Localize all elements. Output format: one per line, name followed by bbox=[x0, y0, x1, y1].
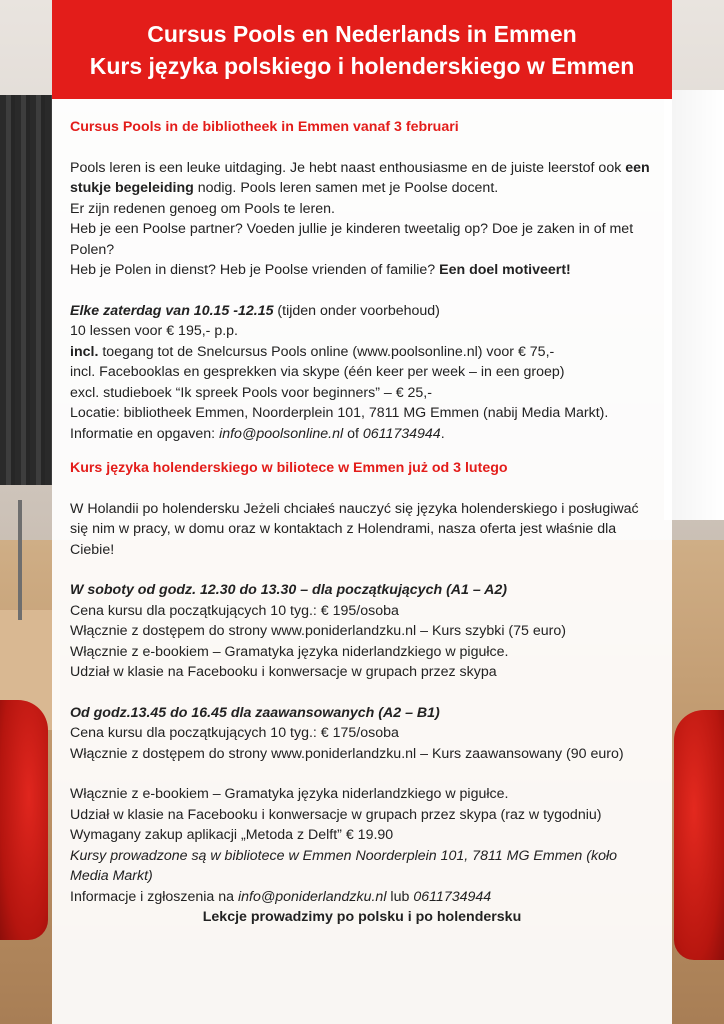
dutch-lessons-price: 10 lessen voor € 195,- p.p. bbox=[70, 323, 238, 339]
dutch-section-heading: Cursus Pools in de bibliotheek in Emmen vanaf 3 februari bbox=[70, 119, 459, 135]
dutch-schedule: Elke zaterdag van 10.15 -12.15 (tijden onder voorbehoud) bbox=[70, 302, 440, 319]
polish-info: Informacje i zgłoszenia na info@poniderlandzku.nl lub 0611734944 bbox=[70, 888, 492, 905]
dutch-question-2: Heb je Polen in dienst? Heb je Poolse vrienden of familie? Een doel motiveert! bbox=[70, 262, 571, 278]
polish-intro: W Holandii po holendersku Jeżeli chciałeś nauczyć się języka holenderskiego i posługiwać się nim w pracy, w domu oraz w kontaktach z Holendrami, nasza oferta jest właśnie dla Ciebie! bbox=[70, 500, 639, 558]
polish-info-phone: 0611734944 bbox=[413, 888, 492, 905]
polish-app: Wymagany zakup aplikacji „Metoda z Delft” € 19.90 bbox=[70, 827, 394, 843]
dutch-reasons: Er zijn redenen genoeg om Pools te leren. bbox=[70, 200, 335, 217]
title-polish: Kurs języka polskiego i holenderskiego w Emmen bbox=[89, 52, 635, 79]
dutch-schedule-time: Elke zaterdag van 10.15 -12.15 bbox=[70, 302, 274, 319]
polish-location: Kursy prowadzone są w bibliotece w Emmen Noorderplein 101, 7811 MG Emmen (koło Media Markt) bbox=[70, 847, 618, 884]
polish-closing: Lekcje prowadzimy po polsku i po holendersku bbox=[202, 909, 522, 925]
polish-beginners-ebook: Włącznie z e-bookiem – Gramatyka języka niderlandzkiego w pigułce. bbox=[70, 643, 509, 660]
content-panel bbox=[52, 99, 672, 1024]
dutch-location: Locatie: bibliotheek Emmen, Noorderplein 101, 7811 MG Emmen (nabij Media Markt). bbox=[70, 405, 609, 421]
background-chair-leg bbox=[18, 500, 22, 620]
dutch-incl-online: incl. toegang tot de Snelcursus Pools online (www.poolsonline.nl) voor € 75,- bbox=[70, 343, 555, 360]
title-dutch: Cursus Pools en Nederlands in Emmen bbox=[147, 20, 577, 47]
polish-advanced-title: Od godz.13.45 do 16.45 dla zaawansowanych (A2 – B1) bbox=[70, 704, 440, 721]
background-window bbox=[664, 90, 724, 520]
dutch-excl-book: excl. studieboek “Ik spreek Pools voor beginners” – € 25,- bbox=[70, 384, 432, 401]
polish-info-email[interactable]: info@poniderlandzku.nl bbox=[237, 888, 387, 905]
title-banner bbox=[52, 0, 672, 99]
background-red-chair-left bbox=[0, 700, 48, 940]
polish-section-heading: Kurs języka holenderskiego w biliotece w Emmen już od 3 lutego bbox=[70, 460, 508, 476]
polish-advanced-site: Włącznie z dostępem do strony www.poniderlandzku.nl – Kurs zaawansowany (90 euro) bbox=[70, 745, 624, 762]
polish-beginners-facebook: Udział w klasie na Facebooku i konwersacje w grupach przez skypa bbox=[70, 664, 497, 680]
polish-beginners-site: Włącznie z dostępem do strony www.poniderlandzku.nl – Kurs szybki (75 euro) bbox=[70, 623, 567, 639]
polish-beginners-title: W soboty od godz. 12.30 do 13.30 – dla początkujących (A1 – A2) bbox=[70, 582, 508, 598]
dutch-intro: Pools leren is een leuke uitdaging. Je hebt naast enthousiasme en de juiste leerstof ook een stukje begeleiding nodig. Pools leren samen met je Poolse docent. bbox=[70, 159, 650, 196]
polish-advanced-facebook: Udział w klasie na Facebooku i konwersacje w grupach przez skypa (raz w tygodniu) bbox=[70, 806, 602, 823]
polish-beginners-price: Cena kursu dla początkujących 10 tyg.: € 195/osoba bbox=[70, 602, 399, 619]
dutch-question-1: Heb je een Poolse partner? Voeden jullie je kinderen tweetalig op? Doe je zaken in of met Polen? bbox=[70, 221, 634, 258]
dutch-info-phone: 0611734944 bbox=[362, 425, 441, 442]
background-curtain bbox=[0, 95, 52, 485]
polish-advanced-price: Cena kursu dla początkujących 10 tyg.: € 175/osoba bbox=[70, 725, 399, 741]
dutch-intro-bold: een stukje begeleiding bbox=[70, 159, 650, 196]
dutch-info-email[interactable]: info@poolsonline.nl bbox=[219, 425, 344, 442]
dutch-motivate: Een doel motiveert! bbox=[439, 262, 571, 278]
dutch-info: Informatie en opgaven: info@poolsonline.nl of 0611734944. bbox=[70, 425, 445, 442]
background-red-chair-right bbox=[674, 710, 724, 960]
dutch-incl-facebook: incl. Facebooklas en gesprekken via skype (één keer per week – in een groep) bbox=[70, 364, 565, 380]
polish-advanced-ebook: Włącznie z e-bookiem – Gramatyka języka niderlandzkiego w pigułce. bbox=[70, 786, 509, 802]
